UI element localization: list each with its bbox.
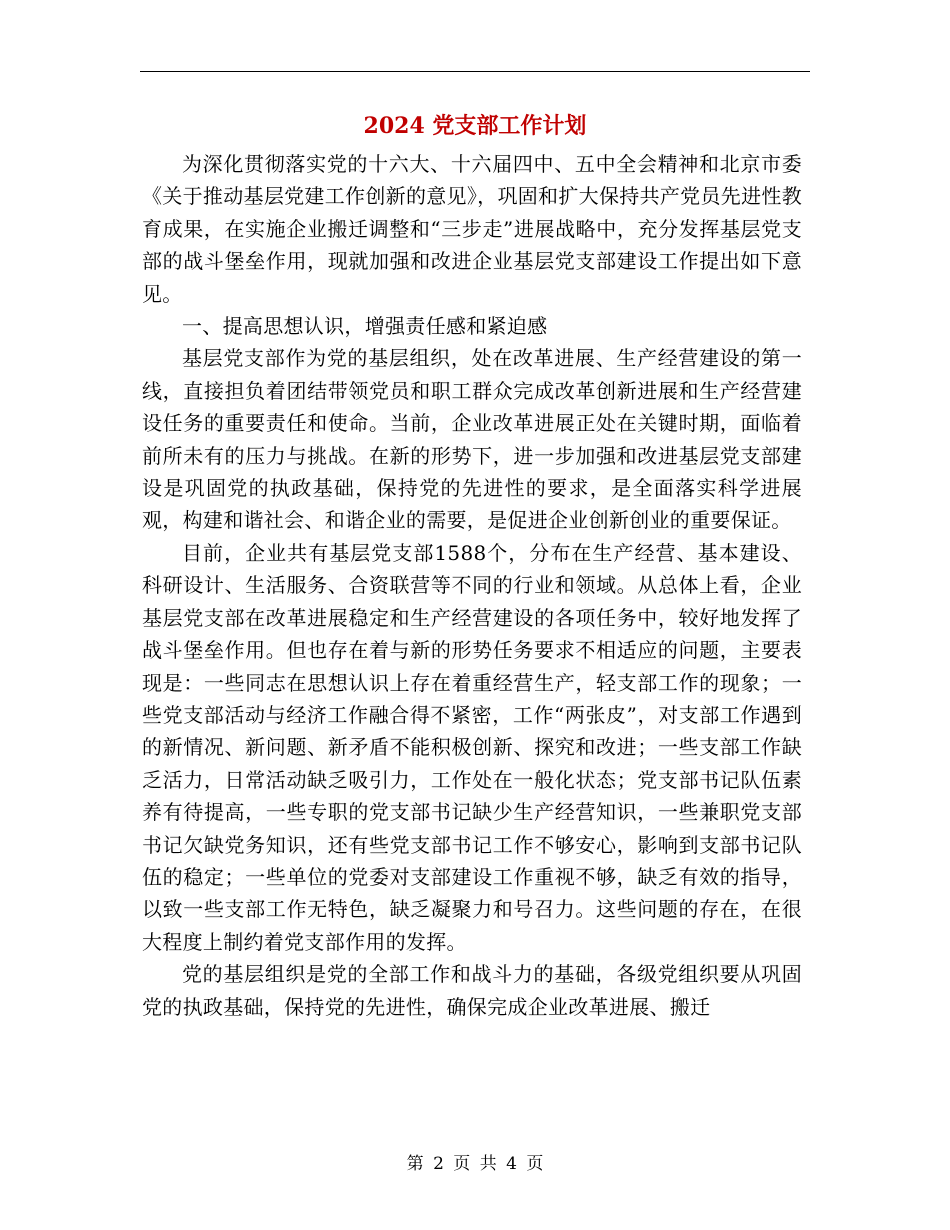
page-footer: 第 2 页 共 4 页 (406, 1154, 544, 1174)
section-heading-1: 一、提高思想认识，增强责任感和紧迫感 (182, 314, 548, 339)
paragraph-current-status: 目前，企业共有基层党支部1588个，分布在生产经营、基本建设、科研设计、生活服务、合资联营等不同的行业和领域。从总体上看，企业基层党支部在改革进展稳定和生产经营建设的各项任务中，较好地发挥了战斗堡垒作用。但也存在着与新的形势任务要求不相适应的问题，主要表现是：一些同志在思想认识上存在着重经营生产，轻支部工作的现象；一些党支部活动与经济工作融合得不紧密，工作“两张皮”，对支部工作遇到的新情况、新问题、新矛盾不能积极创新、探究和改进；一些支部工作缺乏活力，日常活动缺乏吸引力，工作处在一般化状态；党支部书记队伍素养有待提高，一些专职的党支部书记缺少生产经营知识，一些兼职党支部书记欠缺党务知识，还有些党支部书记工作不够安心，影响到支部书记队伍的稳定；一些单位的党委对支部建设工作重视不够，缺乏有效的指导，以致一些支部工作无特色，缺乏凝聚力和号召力。这些问题的存在，在很大程度上制约着党支部作用的发挥。 (142, 540, 802, 954)
document-body (142, 148, 802, 1023)
paragraph-foundation: 党的基层组织是党的全部工作和战斗力的基础，各级党组织要从巩固党的执政基础，保持党的先进性，确保完成企业改革进展、搬迁 (142, 962, 802, 1019)
paragraph-responsibility: 基层党支部作为党的基层组织，处在改革进展、生产经营建设的第一线，直接担负着团结带领党员和职工群众完成改革创新进展和生产经营建设任务的重要责任和使命。当前，企业改革进展正处在关键时期，面临着前所未有的压力与挑战。在新的形势下，进一步加强和改进基层党支部建设是巩固党的执政基础，保持党的先进性的要求，是全面落实科学进展观，构建和谐社会、和谐企业的需要，是促进企业创新创业的重要保证。 (142, 346, 802, 533)
document-title: 2024 党支部工作计划 (363, 113, 587, 139)
header-rule (140, 71, 810, 72)
paragraph-intro: 为深化贯彻落实党的十六大、十六届四中、五中全会精神和北京市委《关于推动基层党建工作创新的意见》，巩固和扩大保持共产党员先进性教育成果，在实施企业搬迁调整和“三步走”进展战略中，充分发挥基层党支部的战斗堡垒作用，现就加强和改进企业基层党支部建设工作提出如下意见。 (142, 152, 802, 306)
